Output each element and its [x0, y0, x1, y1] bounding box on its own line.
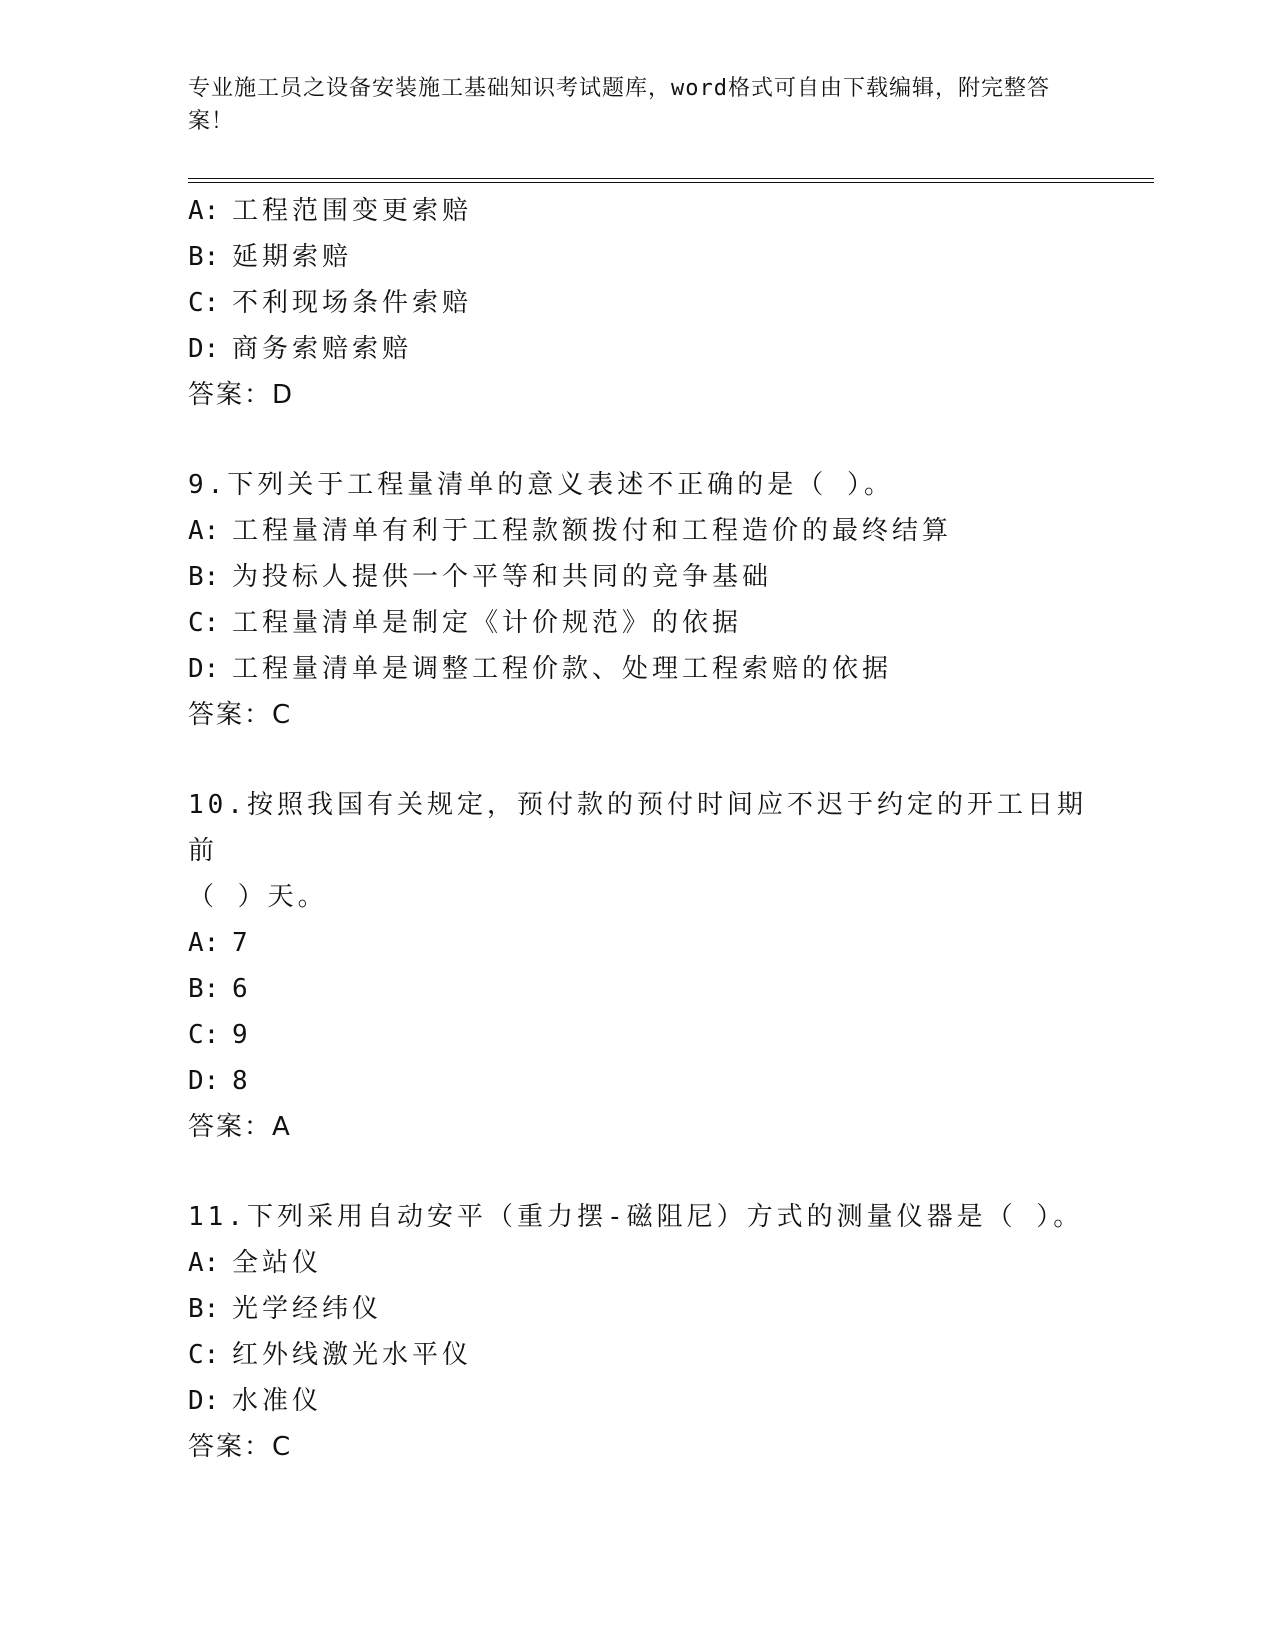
- question-8: [188, 188, 1148, 418]
- question-list: [188, 188, 1148, 1470]
- option-key: B:: [188, 1294, 220, 1324]
- option-text: 红外线激光水平仪: [232, 1340, 473, 1370]
- option-text: 工程量清单有利于工程款额拨付和工程造价的最终结算: [232, 516, 953, 546]
- answer: 答案：D: [188, 380, 295, 410]
- option-text: 商务索赔索赔: [232, 334, 413, 364]
- option-key: D:: [188, 1386, 220, 1416]
- option-d: [188, 1378, 1148, 1424]
- option-c: [188, 600, 1148, 646]
- option-key: A:: [188, 516, 220, 546]
- option-d: [188, 326, 1148, 372]
- option-d: [188, 1058, 1148, 1104]
- option-text: 光学经纬仪: [232, 1294, 383, 1324]
- question-11: [188, 1194, 1148, 1470]
- option-text: 7: [232, 928, 252, 958]
- spacer: [188, 418, 1148, 462]
- option-b: [188, 554, 1148, 600]
- option-a: [188, 920, 1148, 966]
- answer: 答案：A: [188, 1112, 292, 1142]
- question-9: [188, 462, 1148, 738]
- question-stem: 10.按照我国有关规定，预付款的预付时间应不迟于约定的开工日期前: [188, 790, 1087, 866]
- option-b: [188, 1286, 1148, 1332]
- option-text: 延期索赔: [232, 242, 353, 272]
- option-key: D:: [188, 334, 220, 364]
- question-10: [188, 782, 1148, 1150]
- option-key: C:: [188, 288, 220, 318]
- option-b: [188, 234, 1148, 280]
- spacer: [188, 1150, 1148, 1194]
- option-key: D:: [188, 654, 220, 684]
- option-key: A:: [188, 1248, 220, 1278]
- option-text: 6: [232, 974, 252, 1004]
- option-text: 8: [232, 1066, 252, 1096]
- option-key: A:: [188, 196, 220, 226]
- option-c: [188, 280, 1148, 326]
- option-text: 水准仪: [232, 1386, 323, 1416]
- option-key: C:: [188, 608, 220, 638]
- option-key: B:: [188, 974, 220, 1004]
- question-stem-continued: （ ）天。: [188, 882, 328, 912]
- question-stem: 11.下列采用自动安平（重力摆-磁阻尼）方式的测量仪器是（ ）。: [188, 1202, 1084, 1232]
- option-text: 9: [232, 1020, 252, 1050]
- question-stem: 9.下列关于工程量清单的意义表述不正确的是（ ）。: [188, 470, 894, 500]
- header-divider: [188, 178, 1154, 183]
- option-key: B:: [188, 242, 220, 272]
- option-key: C:: [188, 1340, 220, 1370]
- option-text: 工程量清单是调整工程价款、处理工程索赔的依据: [232, 654, 893, 684]
- document-header: 专业施工员之设备安装施工基础知识考试题库，word格式可自由下载编辑，附完整答案！: [188, 76, 1050, 134]
- option-text: 全站仪: [232, 1248, 323, 1278]
- option-a: [188, 188, 1148, 234]
- spacer: [188, 738, 1148, 782]
- option-key: D:: [188, 1066, 220, 1096]
- option-text: 工程范围变更索赔: [232, 196, 473, 226]
- option-a: [188, 1240, 1148, 1286]
- option-a: [188, 508, 1148, 554]
- option-c: [188, 1332, 1148, 1378]
- option-key: C:: [188, 1020, 220, 1050]
- option-text: 工程量清单是制定《计价规范》的依据: [232, 608, 743, 638]
- option-text: 为投标人提供一个平等和共同的竞争基础: [232, 562, 773, 592]
- option-d: [188, 646, 1148, 692]
- option-b: [188, 966, 1148, 1012]
- option-key: B:: [188, 562, 220, 592]
- option-c: [188, 1012, 1148, 1058]
- option-text: 不利现场条件索赔: [232, 288, 473, 318]
- answer: 答案：C: [188, 1432, 293, 1462]
- answer: 答案：C: [188, 700, 293, 730]
- option-key: A:: [188, 928, 220, 958]
